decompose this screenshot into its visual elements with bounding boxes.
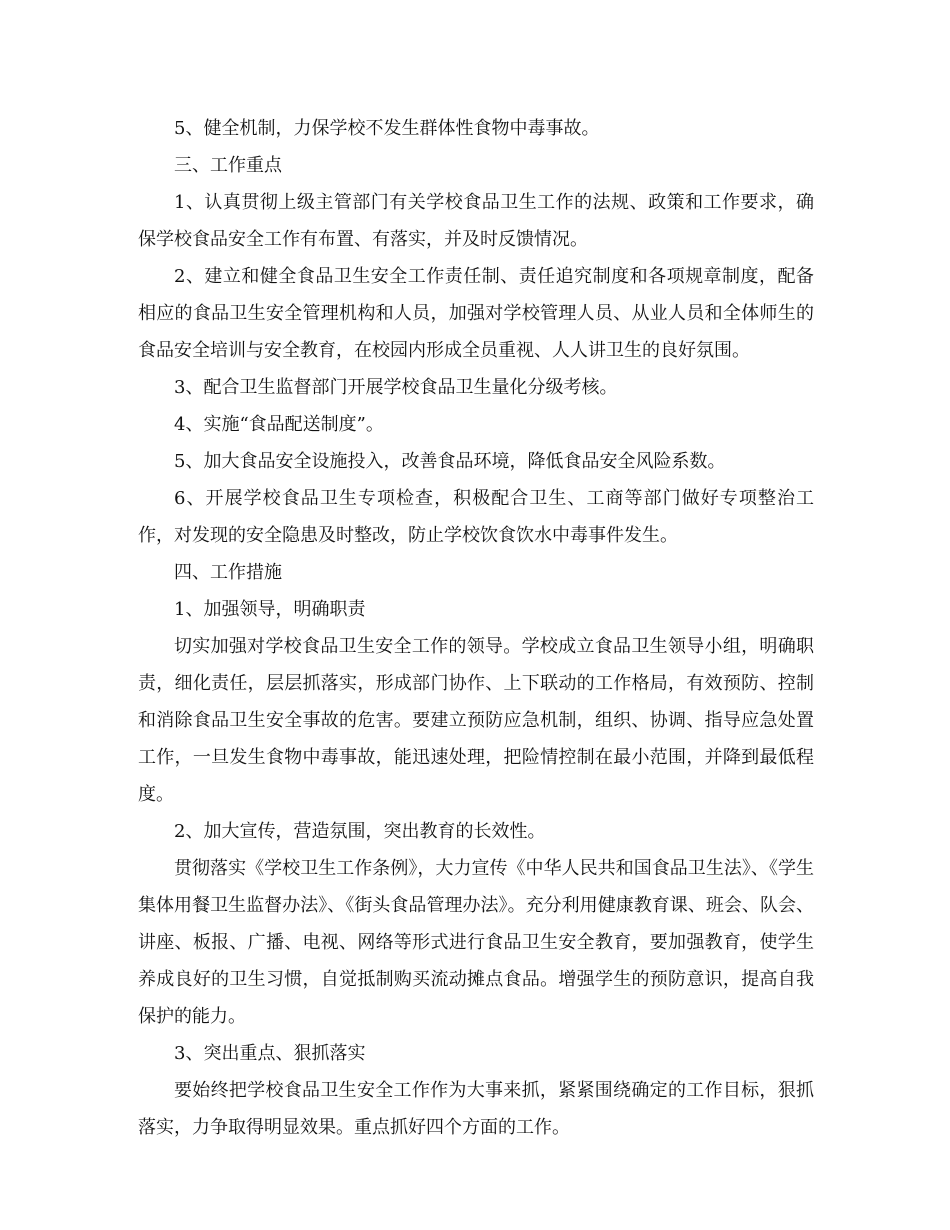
section-heading-measures: 四、工作措施: [174, 562, 282, 583]
subheading-measure-3: 3、突出重点、狠抓落实: [174, 1043, 366, 1064]
subheading-measure-2: 2、加大宣传，营造氛围，突出教育的长效性。: [174, 821, 546, 842]
paragraph-measure-2-body: 贯彻落实《学校卫生工作条例》，大力宣传《中华人民共和国食品卫生法》、《学生集体用餐卫生监督办法》、《街头食品管理办法》。充分利用健康教育课、班会、队会、讲座、板报、广播、电视、网络等形式进行食品卫生安全教育，要加强教育，使学生养成良好的卫生习惯，自觉抵制购买流动摊点食品。增强学生的预防意识，提高自我保护的能力。: [138, 858, 814, 1027]
document-body: [138, 110, 814, 1146]
paragraph-measure-1-body: 切实加强对学校食品卫生安全工作的领导。学校成立食品卫生领导小组，明确职责，细化责任，层层抓落实，形成部门协作、上下联动的工作格局，有效预防、控制和消除食品卫生安全事故的危害。要建立预防应急机制，组织、协调、指导应急处置工作，一旦发生食物中毒事故，能迅速处理，把险情控制在最小范围，并降到最低程度。: [138, 636, 814, 805]
paragraph-item-5: 5、健全机制，力保学校不发生群体性食物中毒事故。: [174, 118, 600, 139]
subheading-measure-1: 1、加强领导，明确职责: [174, 599, 366, 620]
paragraph-key-point-2: 2、建立和健全食品卫生安全工作责任制、责任追究制度和各项规章制度，配备相应的食品卫生安全管理机构和人员，加强对学校管理人员、从业人员和全体师生的食品安全培训与安全教育，在校园内形成全员重视、人人讲卫生的良好氛围。: [138, 266, 814, 361]
paragraph-key-point-3: 3、配合卫生监督部门开展学校食品卫生量化分级考核。: [174, 377, 618, 398]
paragraph-measure-3-body: 要始终把学校食品卫生安全工作作为大事来抓，紧紧围绕确定的工作目标，狠抓落实，力争取得明显效果。重点抓好四个方面的工作。: [138, 1080, 814, 1138]
paragraph-key-point-1: 1、认真贯彻上级主管部门有关学校食品卫生工作的法规、政策和工作要求，确保学校食品安全工作有布置、有落实，并及时反馈情况。: [138, 192, 814, 250]
paragraph-key-point-6: 6、开展学校食品卫生专项检查，积极配合卫生、工商等部门做好专项整治工作，对发现的安全隐患及时整改，防止学校饮食饮水中毒事件发生。: [138, 488, 814, 546]
paragraph-key-point-5: 5、加大食品安全设施投入，改善食品环境，降低食品安全风险系数。: [174, 451, 726, 472]
section-heading-key-points: 三、工作重点: [174, 155, 282, 176]
paragraph-key-point-4: 4、实施“食品配送制度”。: [174, 414, 384, 435]
